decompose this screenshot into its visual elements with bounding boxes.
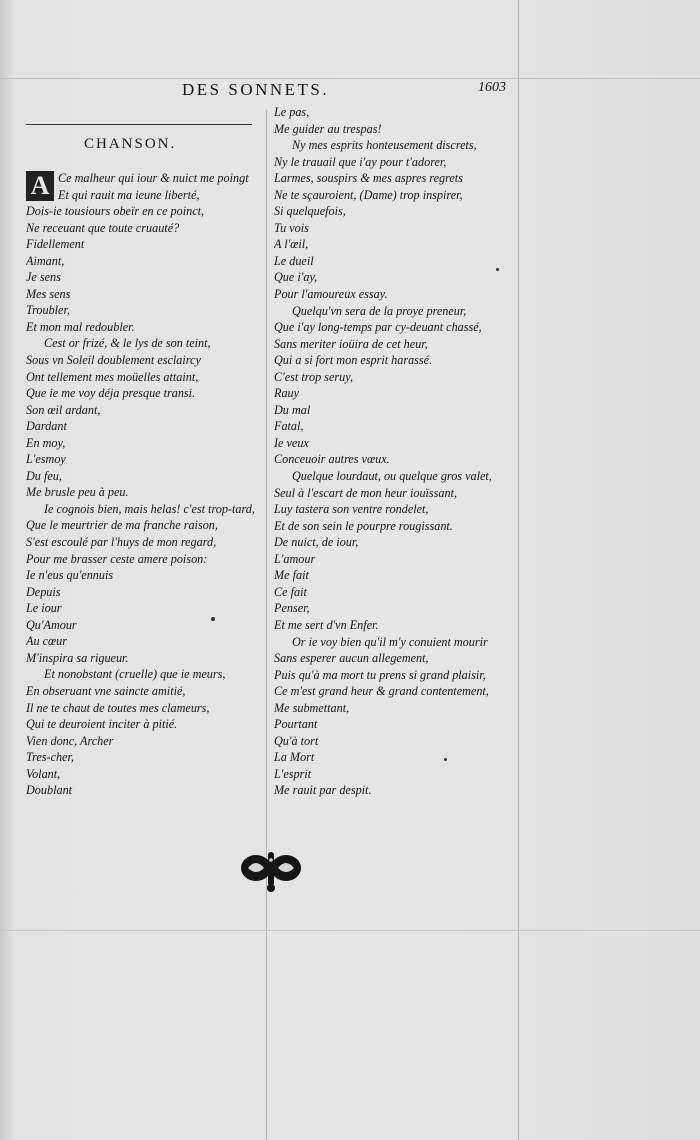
verse-line: Qu'à tort (274, 733, 319, 748)
verse-line: Puis qu'à ma mort tu prens si grand plaisir, (274, 667, 486, 682)
verse-line: En moy, (26, 435, 66, 450)
verse-line: Volant, (26, 766, 61, 781)
verse-line: Si quelquefois, (274, 204, 346, 219)
verse-line: Ce malheur qui iour & nuict me poingt (58, 171, 249, 185)
verse-line: Rauy (274, 386, 300, 401)
verse-line: Le pas, (274, 105, 310, 119)
verse-line: Que i'ay long-temps par cy-deuant chassé, (274, 320, 482, 335)
verse-line: Vien donc, Archer (26, 733, 114, 748)
verse-line: Que i'ay, (274, 270, 318, 285)
verse-line: Fatal, (274, 419, 304, 434)
verse-line: Ne receuant que toute cruauté? (26, 220, 180, 235)
verse-line: C'est trop seruy, (274, 369, 354, 384)
verse-line: Qu'Amour (26, 617, 77, 632)
verse-line: Qui a si fort mon esprit harassé. (274, 353, 433, 368)
verse-line: Dardant (26, 419, 67, 434)
verse-line: Ie n'eus qu'ennuis (26, 568, 114, 583)
fold-line (0, 930, 700, 931)
verse-line: Larmes, souspirs & mes aspres regrets (274, 171, 463, 186)
verse-line: Luy tastera son ventre rondelet, (274, 502, 429, 517)
verse-line: Ie veux (274, 435, 309, 450)
verse-line: Fidellement (26, 237, 85, 252)
page-number: 1603 (478, 80, 506, 95)
verse-line: Seul à l'escart de mon heur iouïssant, (274, 485, 458, 500)
verse-line: Conceuoir autres vœux. (274, 452, 390, 467)
verse-line: Tres-cher, (26, 750, 74, 765)
fold-line (0, 78, 700, 79)
verse-line: Depuis (26, 584, 61, 599)
verse-line: Ce m'est grand heur & grand contentement, (274, 684, 489, 699)
verse-line: Le dueil (274, 253, 314, 268)
verse-line: Je sens (26, 270, 61, 285)
verse-line: M'inspira sa rigueur. (26, 650, 129, 665)
verse-line: Ie cognois bien, mais helas! c'est trop-tard, (44, 501, 255, 516)
verse-line: En obseruant vne saincte amitié, (26, 683, 186, 698)
verse-line: Pour l'amoureux essay. (274, 287, 388, 302)
right-verse-column (274, 104, 514, 799)
verse-line: Penser, (274, 601, 310, 616)
song-title: CHANSON. (84, 136, 177, 152)
verse-line: Dois-ie tousiours obeïr en ce poinct, (26, 204, 205, 219)
verse-line: Le iour (26, 601, 62, 616)
verse-line: S'est escoulé par l'huys de mon regard, (26, 535, 217, 550)
verse-line: Que ie me voy déja presque transi. (26, 386, 196, 401)
verse-line: La Mort (274, 750, 315, 765)
ink-speck (496, 268, 499, 271)
fleuron-ornament-icon (238, 846, 304, 894)
verse-line: Me rauit par despit. (274, 783, 372, 798)
verse-line: Ny le trauail que i'ay pour t'adorer, (274, 154, 447, 169)
verse-line: Troubler, (26, 303, 70, 318)
verse-line: Mes sens (26, 286, 71, 301)
verse-line: Ne te sçauroient, (Dame) trop inspirer, (274, 187, 463, 202)
verse-line: Or ie voy bien qu'il m'y conuient mourir (292, 634, 488, 649)
verse-line: Du mal (274, 402, 311, 417)
verse-line: Du feu, (26, 468, 62, 483)
verse-line: Me guider au trespas! (274, 121, 382, 136)
verse-line: Cest or frizé, & le lys de son teint, (44, 336, 211, 351)
title-rule (26, 124, 252, 125)
verse-line: Quelque lourdaut, ou quelque gros valet, (292, 469, 492, 484)
verse-line: Sans meriter ioüira de cet heur, (274, 336, 428, 351)
running-title: DES SONNETS. (182, 80, 330, 99)
verse-line: Me brusle peu à peu. (26, 485, 129, 500)
verse-line: Sous vn Soleil doublement esclaircy (26, 353, 201, 368)
drop-cap: A (26, 171, 54, 201)
verse-line: Et qui rauit ma ieune liberté, (58, 187, 200, 202)
verse-line: Que le meurtrier de ma franche raison, (26, 518, 218, 533)
verse-line: Ont tellement mes moüelles attaint, (26, 369, 199, 384)
verse-line: Pour me brasser ceste amere poison: (26, 551, 208, 566)
verse-line: Son œil ardant, (26, 402, 101, 417)
left-verse-column (26, 170, 262, 799)
verse-line: Et me sert d'vn Enfer. (274, 617, 379, 632)
verse-line: Me submettant, (274, 700, 350, 715)
ink-speck (211, 617, 215, 621)
verse-line: L'amour (274, 551, 316, 566)
verse-line: Doublant (26, 783, 73, 798)
verse-line: Sans esperer aucun allegement, (274, 651, 429, 666)
verse-line: L'esprit (274, 766, 312, 781)
verse-line: Qui te deuroient inciter à pitié. (26, 717, 178, 732)
verse-line: L'esmoy (26, 452, 66, 467)
verse-line: Et mon mal redoubler. (26, 319, 135, 334)
verse-line: Ny mes esprits honteusement discrets, (292, 138, 477, 153)
ink-speck (444, 758, 447, 761)
verse-line: Tu vois (274, 220, 309, 235)
verse-line: A l'œil, (274, 237, 309, 252)
verse-line: Aimant, (26, 253, 65, 268)
verse-line: Et nonobstant (cruelle) que ie meurs, (44, 667, 226, 682)
verse-line: Il ne te chaut de toutes mes clameurs, (26, 700, 210, 715)
verse-line: Pourtant (274, 717, 318, 732)
verse-line: Au cœur (26, 634, 67, 649)
verse-line: Ce fait (274, 584, 307, 599)
verse-line: Quelqu'vn sera de la proye preneur, (292, 303, 467, 318)
verse-line: Me fait (274, 568, 309, 583)
fold-line (266, 110, 267, 1140)
verse-line: De nuict, de iour, (274, 535, 359, 550)
verse-line: Et de son sein le pourpre rougissant. (274, 518, 453, 533)
fold-line (518, 0, 519, 1140)
